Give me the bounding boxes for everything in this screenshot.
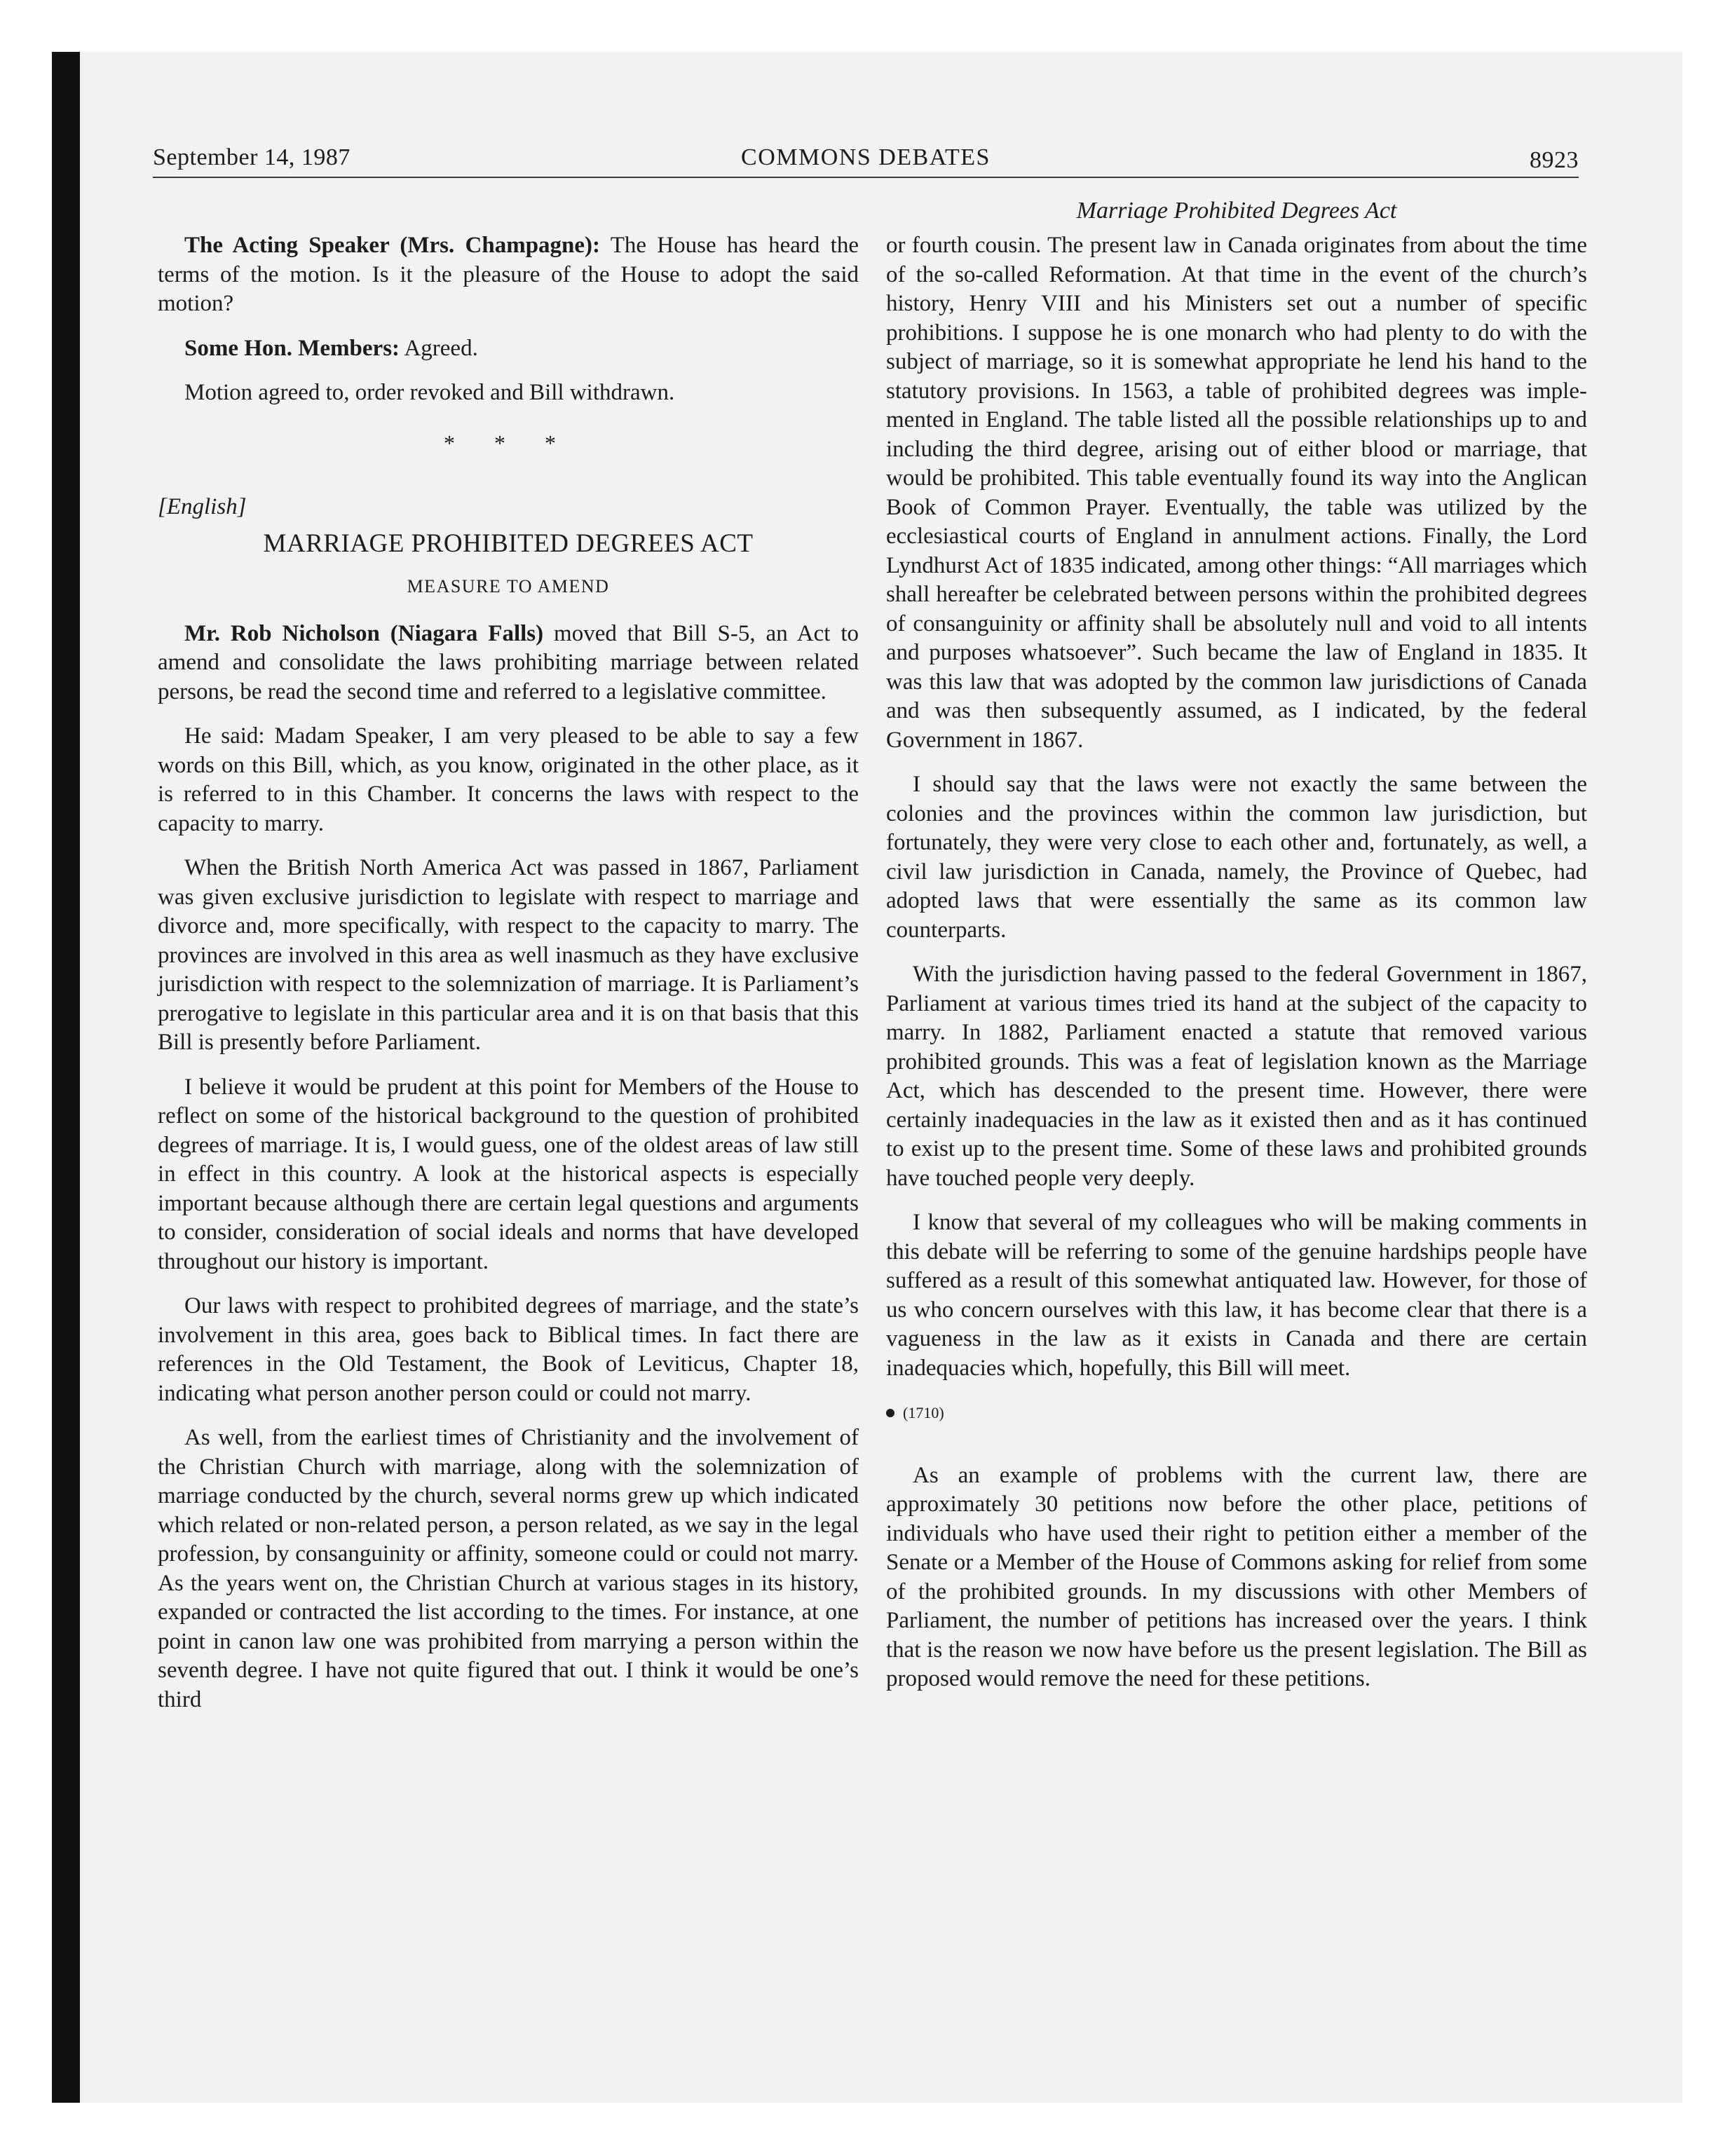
page-header bbox=[153, 137, 1579, 178]
speaker-name: The Acting Speaker (Mrs. Champagne): bbox=[184, 233, 601, 258]
left-column bbox=[158, 196, 859, 1730]
header-publication: COMMONS DEBATES bbox=[741, 144, 991, 170]
paragraph-body: I know that several of my colleagues who will be making comments in this debate will be referring to some of the genuine hardships people have suffered as a result of this somewhat antiquated law. However, for those of us who concern ourselves with this law, it has become clear that there is a vagueness in the law as it exists in Canada and there are certain inadequacies which, hopefully, this Bill will meet. bbox=[886, 1210, 1587, 1381]
section-subtitle: MEASURE TO AMEND bbox=[407, 576, 610, 596]
separator-stars: * * * bbox=[444, 430, 573, 456]
section-title: MARRIAGE PROHIBITED DEGREES ACT bbox=[263, 528, 754, 558]
language-marker: [English] bbox=[158, 494, 247, 519]
header-date: September 14, 1987 bbox=[153, 144, 351, 170]
paragraph-body: He said: Madam Speaker, I am very pleased to be able to say a few words on this Bill, which, as you know, originated in the other place, as it is referred to in this Chamber. It concerns the laws with respect to the capacity to marry. bbox=[158, 723, 859, 836]
right-column bbox=[886, 196, 1587, 1710]
paragraph-members bbox=[158, 334, 859, 364]
running-head: Marriage Prohibited Degrees Act bbox=[1076, 198, 1397, 224]
paragraph-body: As an example of problems with the current law, there are approximately 30 petitions now before the other place, petitions of individuals who have used their right to petition either a member of the Senate or a Member of the House of Commons asking for relief from some of the prohibited grounds. In my discussions with other Members of Parliament, the number of petitions has increased over the years. I think that is the reason we now have before us the present legislation. The Bill as proposed would remove the need for these petitions. bbox=[886, 1462, 1587, 1691]
bullet-icon bbox=[886, 1409, 894, 1417]
speaker-name: Some Hon. Members: bbox=[184, 335, 400, 361]
scan-edge-shadow bbox=[52, 52, 80, 2103]
header-page-number: 8923 bbox=[1530, 147, 1579, 173]
speaker-name: Mr. Rob Nicholson (Niagara Falls) bbox=[184, 620, 544, 646]
speech-text: The House has heard the terms of the motion. Is it the pleasure of the House to adopt the said motion? bbox=[158, 233, 859, 316]
paragraph-body: or fourth cousin. The present law in Canada originates from about the time of the so-called Reformation. At that time in the event of the church’s history, Henry VIII and his Ministers set out a number of specific prohibitions. I suppose he is one monarch who had plenty to do with the subject of marriage, so it is somewhat appropriate he lend his hand to the statutory provisions. In 1563, a table of prohibited degrees was implemented in England. The table listed all the possible relationships up to and including the third degree, arising out of either blood or marriage, that would be prohibited. This table eventually found its way into the Anglican Book of Common Prayer. Eventually, the table was utilized by the ecclesiastical courts of England in annulment actions. Finally, the Lord Lyndhurst Act of 1835 indicated, among other things: “All marriages which shall hereafter be celebrated between persons within the prohibited degrees of consanguinity or affinity shall be absolutely null and void to all intents and purposes whatsoever”. Such became the law of England in 1835. It was this law that was adopted by the common law jurisdictions of Canada and was then subsequently assumed, as I indicated, by the federal Government in 1867. bbox=[886, 233, 1587, 753]
paragraph-acting-speaker bbox=[158, 231, 859, 319]
paragraph-body: I should say that the laws were not exactly the same between the colonies and the provinces within the common law jurisdiction, but fortunately, they were very close to each other and, fortunately, as well, a civil law jurisdiction in Canada, namely, the Province of Quebec, had adopted laws that were essentially the same as its common law counterparts. bbox=[886, 772, 1587, 943]
top-spacer bbox=[158, 196, 859, 231]
time-marker bbox=[886, 1398, 1587, 1428]
paragraph-body: I believe it would be prudent at this point for Members of the House to reflect on some of the historical background to the question of prohibited degrees of marriage. It is, I would guess, one of the oldest areas of law still in effect in this country. A look at the historical aspects is especially important because although there are certain legal questions and arguments to consider, consideration of social ideals and norms that have developed throughout our history is important. bbox=[158, 1074, 859, 1274]
paragraph-motion bbox=[158, 620, 859, 707]
paragraph-body: As well, from the earliest times of Christianity and the involvement of the Christian Church with marriage, along with the solemnization of marriage conducted by the church, several norms grew up which indicated which related or non-related person, a person related, as we say in the legal profession, by consanguinity or affinity, someone could or could not marry. As the years went on, the Christian Church at various stages in its history, expanded or contracted the list according to the times. For instance, at one point in canon law one was prohibited from marrying a person within the seventh degree. I have not quite figured that out. I think it would be one’s third bbox=[158, 1425, 859, 1712]
speech-text: moved that Bill S-5, an Act to amend and consolidate the laws prohibiting marriage between related persons, be read the second time and referred to a legislative committee. bbox=[158, 620, 859, 704]
paragraph-body: With the jurisdiction having passed to the federal Government in 1867, Parliament at various times tried its hand at the subject of the capacity to marry. In 1882, Parliament enacted a statute that removed various prohibited grounds. This was a feat of legislation known as the Marriage Act, which has descended to the present time. However, there were certainly inadequacies in the law as it existed then and as it has continued to exist up to the present time. Some of these laws and prohibited grounds have touched people very deeply. bbox=[886, 962, 1587, 1191]
speech-text: Agreed. bbox=[400, 335, 478, 361]
paragraph-motion-result: Motion agreed to, order revoked and Bill withdrawn. bbox=[184, 380, 675, 405]
paragraph-body: Our laws with respect to prohibited degrees of marriage, and the state’s involvement in this area, goes back to Biblical times. In fact there are references in the Old Testament, the Book of Leviticus, Chapter 18, indicating what person another person could or could not marry. bbox=[158, 1293, 859, 1406]
time-marker-text: (1710) bbox=[903, 1404, 944, 1421]
paragraph-body: When the British North America Act was passed in 1867, Parliament was given exclusive jurisdiction to legislate with respect to marriage and divorce and, more specifically, with respect to the capacity to marry. The provinces are involved in this area as well inasmuch as they have exclusive jurisdiction with respect to the solemnization of marriage. It is Parliament’s prerogative to legislate in this particular area and it is on that basis that this Bill is presently before Parliament. bbox=[158, 855, 859, 1055]
